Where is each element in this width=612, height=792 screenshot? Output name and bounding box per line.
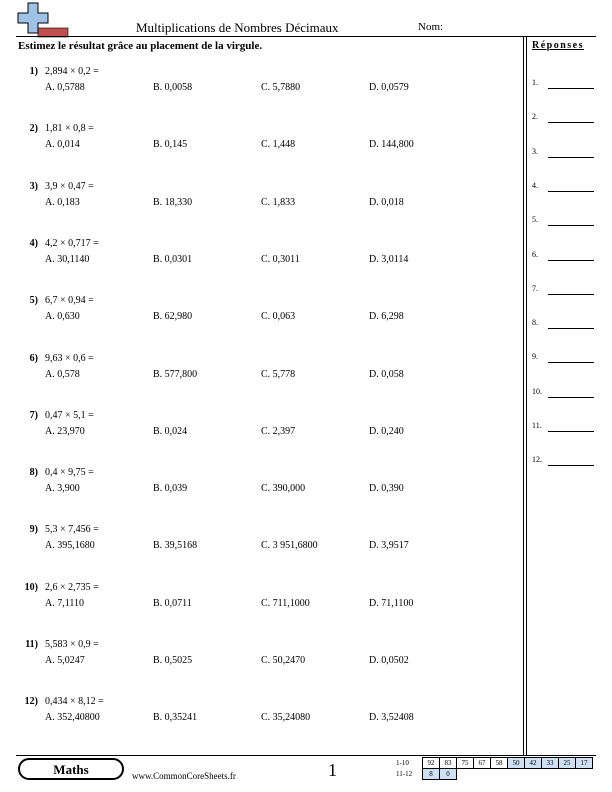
problem-item [18,66,518,106]
problem-question: 4,2 × 0,717 = [45,237,99,249]
answer-option: D. 0,240 [369,425,404,437]
answer-blank [532,318,594,332]
score-cell: 0 [440,769,457,780]
answer-number: 12. [532,455,542,465]
problem-question: 5,3 × 7,456 = [45,524,99,536]
answer-line[interactable] [548,328,594,329]
problem-number: 6) [29,352,38,364]
answer-number: 7. [532,283,538,293]
maths-label: Maths [53,762,89,777]
problem-number: 11) [25,639,38,650]
problem-question: 1,81 × 0,8 = [45,123,94,135]
answer-option: C. 0,063 [261,311,296,323]
answer-blank [532,352,594,366]
answer-option: B. 0,039 [153,483,188,495]
answer-option: C. 2,397 [261,425,296,437]
score-row [396,758,593,769]
problem-number: 12) [24,696,38,708]
answer-option: A. 0,183 [45,196,80,208]
answer-option: B. 0,0711 [153,597,192,609]
maths-badge [18,758,124,780]
answer-number: 3. [532,146,538,156]
answer-line[interactable] [548,191,594,192]
name-label: Nom: [418,21,444,33]
answer-blank [532,147,594,161]
score-row-label: 1-10 [396,759,409,767]
answer-option: B. 0,0058 [153,82,193,93]
answer-option: B. 577,800 [153,368,198,380]
answer-option: D. 3,0114 [369,253,409,265]
answer-line[interactable] [548,157,594,158]
answer-option: A. 3,900 [45,483,80,495]
answer-option: C. 390,000 [261,483,306,495]
footer-divider [16,755,596,756]
problem-number: 4) [29,237,38,249]
problem-item [18,410,518,450]
score-cell: 75 [457,758,474,769]
answer-blank [532,78,594,92]
answer-option: B. 39,5168 [153,540,198,552]
problem-item [18,582,518,622]
answer-option: C. 5,7880 [261,82,301,93]
problem-question: 2,6 × 2,735 = [45,581,99,593]
answer-line[interactable] [548,122,594,123]
answer-column-divider [523,37,524,755]
answer-option: D. 0,0502 [369,655,409,666]
problem-number: 3) [29,180,38,192]
answer-blank [532,455,594,469]
problem-number: 7) [29,409,38,421]
answer-option: A. 5,0247 [45,655,85,666]
answer-column-divider [526,37,527,755]
problem-question: 5,583 × 0,9 = [45,639,99,650]
answer-option: B. 0,145 [153,139,188,151]
answer-number: 4. [532,180,538,190]
problem-number: 8) [29,467,38,479]
answer-number: 11. [532,421,542,430]
answer-number: 10. [532,386,542,396]
answer-option: C. 3 951,6800 [261,540,318,552]
answer-option: A. 0,5788 [45,82,85,93]
header-divider [16,36,596,37]
answer-option: D. 0,058 [369,368,404,380]
answer-option: B. 18,330 [153,196,193,208]
page-number: 1 [328,760,337,780]
website-link[interactable]: www.CommonCoreSheets.fr [132,771,236,781]
answer-line[interactable] [548,260,594,261]
score-cell: 33 [542,758,559,769]
answer-blank [532,215,594,229]
score-cell: 58 [491,758,508,769]
answer-option: C. 711,1000 [261,597,310,609]
answer-option: D. 0,390 [369,483,404,495]
problem-question: 0,4 × 9,75 = [45,467,94,479]
problem-item [18,238,518,278]
answer-line[interactable] [548,362,594,363]
answer-line[interactable] [548,294,594,295]
problem-item [18,467,518,507]
problem-item [18,295,518,335]
answer-number: 5. [532,215,538,225]
answer-number: 2. [532,112,538,122]
answer-option: D. 71,1100 [369,597,414,609]
problem-question: 0,47 × 5,1 = [45,409,94,421]
score-row-label: 11-12 [396,770,413,778]
instructions: Estimez le résultat grâce au placement de la virgule. [18,40,263,52]
answer-option: C. 5,778 [261,368,296,380]
answer-blank [532,421,594,435]
answer-option: B. 0,5025 [153,655,193,666]
answer-number: 8. [532,318,538,328]
answer-option: B. 0,35241 [153,712,198,724]
problem-item [18,696,518,736]
problem-question: 2,894 × 0,2 = [45,66,99,77]
score-cell: 25 [559,758,576,769]
answer-option: C. 1,833 [261,196,296,208]
answer-option: A. 0,630 [45,311,80,323]
score-cell: 17 [576,758,593,769]
answer-line[interactable] [548,397,594,398]
score-table [396,757,593,780]
answer-number: 6. [532,249,538,259]
problem-number: 5) [29,295,38,307]
answer-option: A. 395,1680 [45,540,95,552]
score-cell: 92 [423,758,440,769]
answer-number: 9. [532,352,538,362]
answer-option: D. 144,800 [369,139,414,151]
answer-option: A. 30,1140 [45,253,90,265]
answer-option: A. 0,578 [45,368,80,380]
answer-line[interactable] [548,431,594,432]
problem-item [18,353,518,393]
problem-item [18,181,518,221]
problem-number: 9) [29,524,38,536]
answer-blank [532,181,594,195]
problem-number: 10) [24,581,38,593]
page-title: Multiplications de Nombres Décimaux [136,20,339,35]
answer-blank [532,250,594,264]
problem-question: 6,7 × 0,94 = [45,295,94,307]
answer-option: B. 62,980 [153,311,193,323]
problem-item [18,123,518,163]
answer-option: C. 0,3011 [261,253,300,265]
score-row [396,769,593,780]
problem-item [18,639,518,679]
answer-blank [532,284,594,298]
answer-option: D. 0,0579 [369,82,409,93]
score-cell: 67 [474,758,491,769]
problem-number: 2) [29,123,38,135]
answer-option: A. 0,014 [45,139,80,151]
answer-line[interactable] [548,225,594,226]
answer-option: B. 0,0301 [153,253,193,265]
problem-number: 1) [29,66,38,77]
answer-line[interactable] [548,465,594,466]
answer-option: C. 50,2470 [261,655,306,666]
answer-blank [532,387,594,401]
score-cell: 8 [423,769,440,780]
answer-option: A. 7,1110 [45,597,84,609]
answer-option: C. 1,448 [261,139,296,151]
answer-option: D. 0,018 [369,196,404,208]
answer-option: D. 3,52408 [369,712,414,724]
answer-option: A. 352,40800 [45,712,100,724]
score-cell: 83 [440,758,457,769]
answer-line[interactable] [548,88,594,89]
answer-option: B. 0,024 [153,425,188,437]
plus-logo-icon [16,2,72,38]
score-cell: 50 [508,758,525,769]
problem-item [18,524,518,564]
answers-title: Réponses [532,40,585,51]
score-cell: 42 [525,758,542,769]
answer-blank [532,112,594,126]
problem-question: 0,434 × 8,12 = [45,696,104,708]
problem-question: 3,9 × 0,47 = [45,180,94,192]
problem-question: 9,63 × 0,6 = [45,352,94,364]
answer-option: A. 23,970 [45,425,85,437]
answer-number: 1. [532,78,538,87]
answer-option: D. 6,298 [369,311,404,323]
answer-option: D. 3,9517 [369,540,409,552]
answer-option: C. 35,24080 [261,712,311,724]
